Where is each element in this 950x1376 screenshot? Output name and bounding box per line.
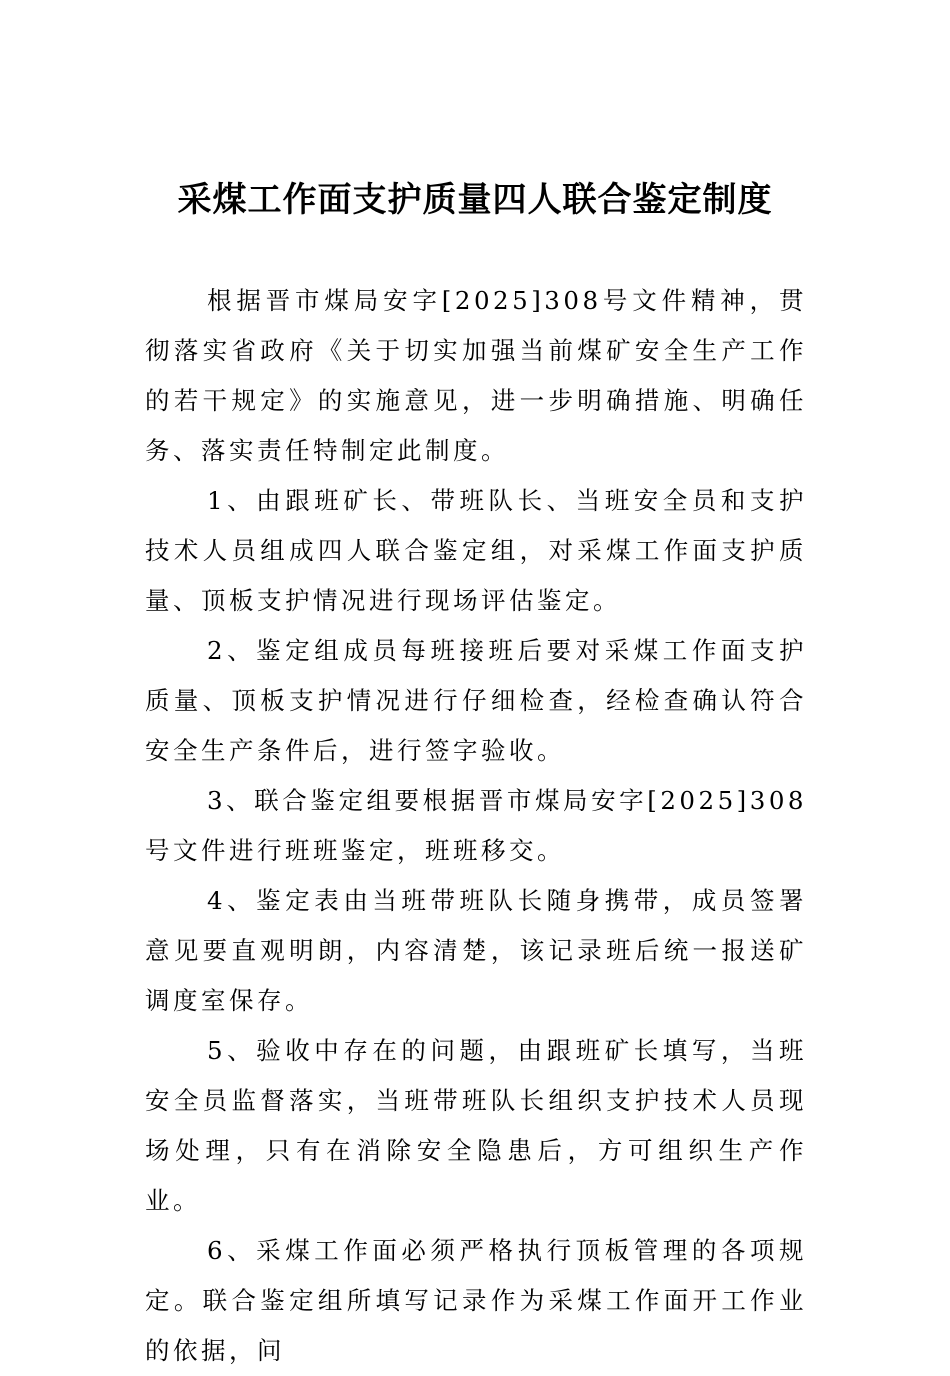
intro-paragraph: 根据晋市煤局安字[2025]308号文件精神，贯彻落实省政府《关于切实加强当前煤矿安全生产工作的若干规定》的实施意见，进一步明确措施、明确任务、落实责任特制定此制度。 [145,286,807,465]
clause-6-paragraph: 6、采煤工作面必须严格执行顶板管理的各项规定。联合鉴定组所填写记录作为采煤工作面开工作业的依据，问 [145,1236,807,1365]
clause-1-paragraph: 1、由跟班矿长、带班队长、当班安全员和支护技术人员组成四人联合鉴定组，对采煤工作面支护质量、顶板支护情况进行现场评估鉴定。 [145,486,807,615]
clause-3-paragraph: 3、联合鉴定组要根据晋市煤局安字[2025]308号文件进行班班鉴定，班班移交。 [145,786,807,865]
clause-2-paragraph: 2、鉴定组成员每班接班后要对采煤工作面支护质量、顶板支护情况进行仔细检查，经检查确认符合安全生产条件后，进行签字验收。 [145,636,807,765]
document-body [145,276,807,1376]
clause-5-paragraph: 5、验收中存在的问题，由跟班矿长填写，当班安全员监督落实，当班带班队长组织支护技术人员现场处理，只有在消除安全隐患后，方可组织生产作业。 [145,1036,807,1215]
clause-4-paragraph: 4、鉴定表由当班带班队长随身携带，成员签署意见要直观明朗，内容清楚，该记录班后统一报送矿调度室保存。 [145,886,807,1015]
document-title: 采煤工作面支护质量四人联合鉴定制度 [177,180,773,220]
